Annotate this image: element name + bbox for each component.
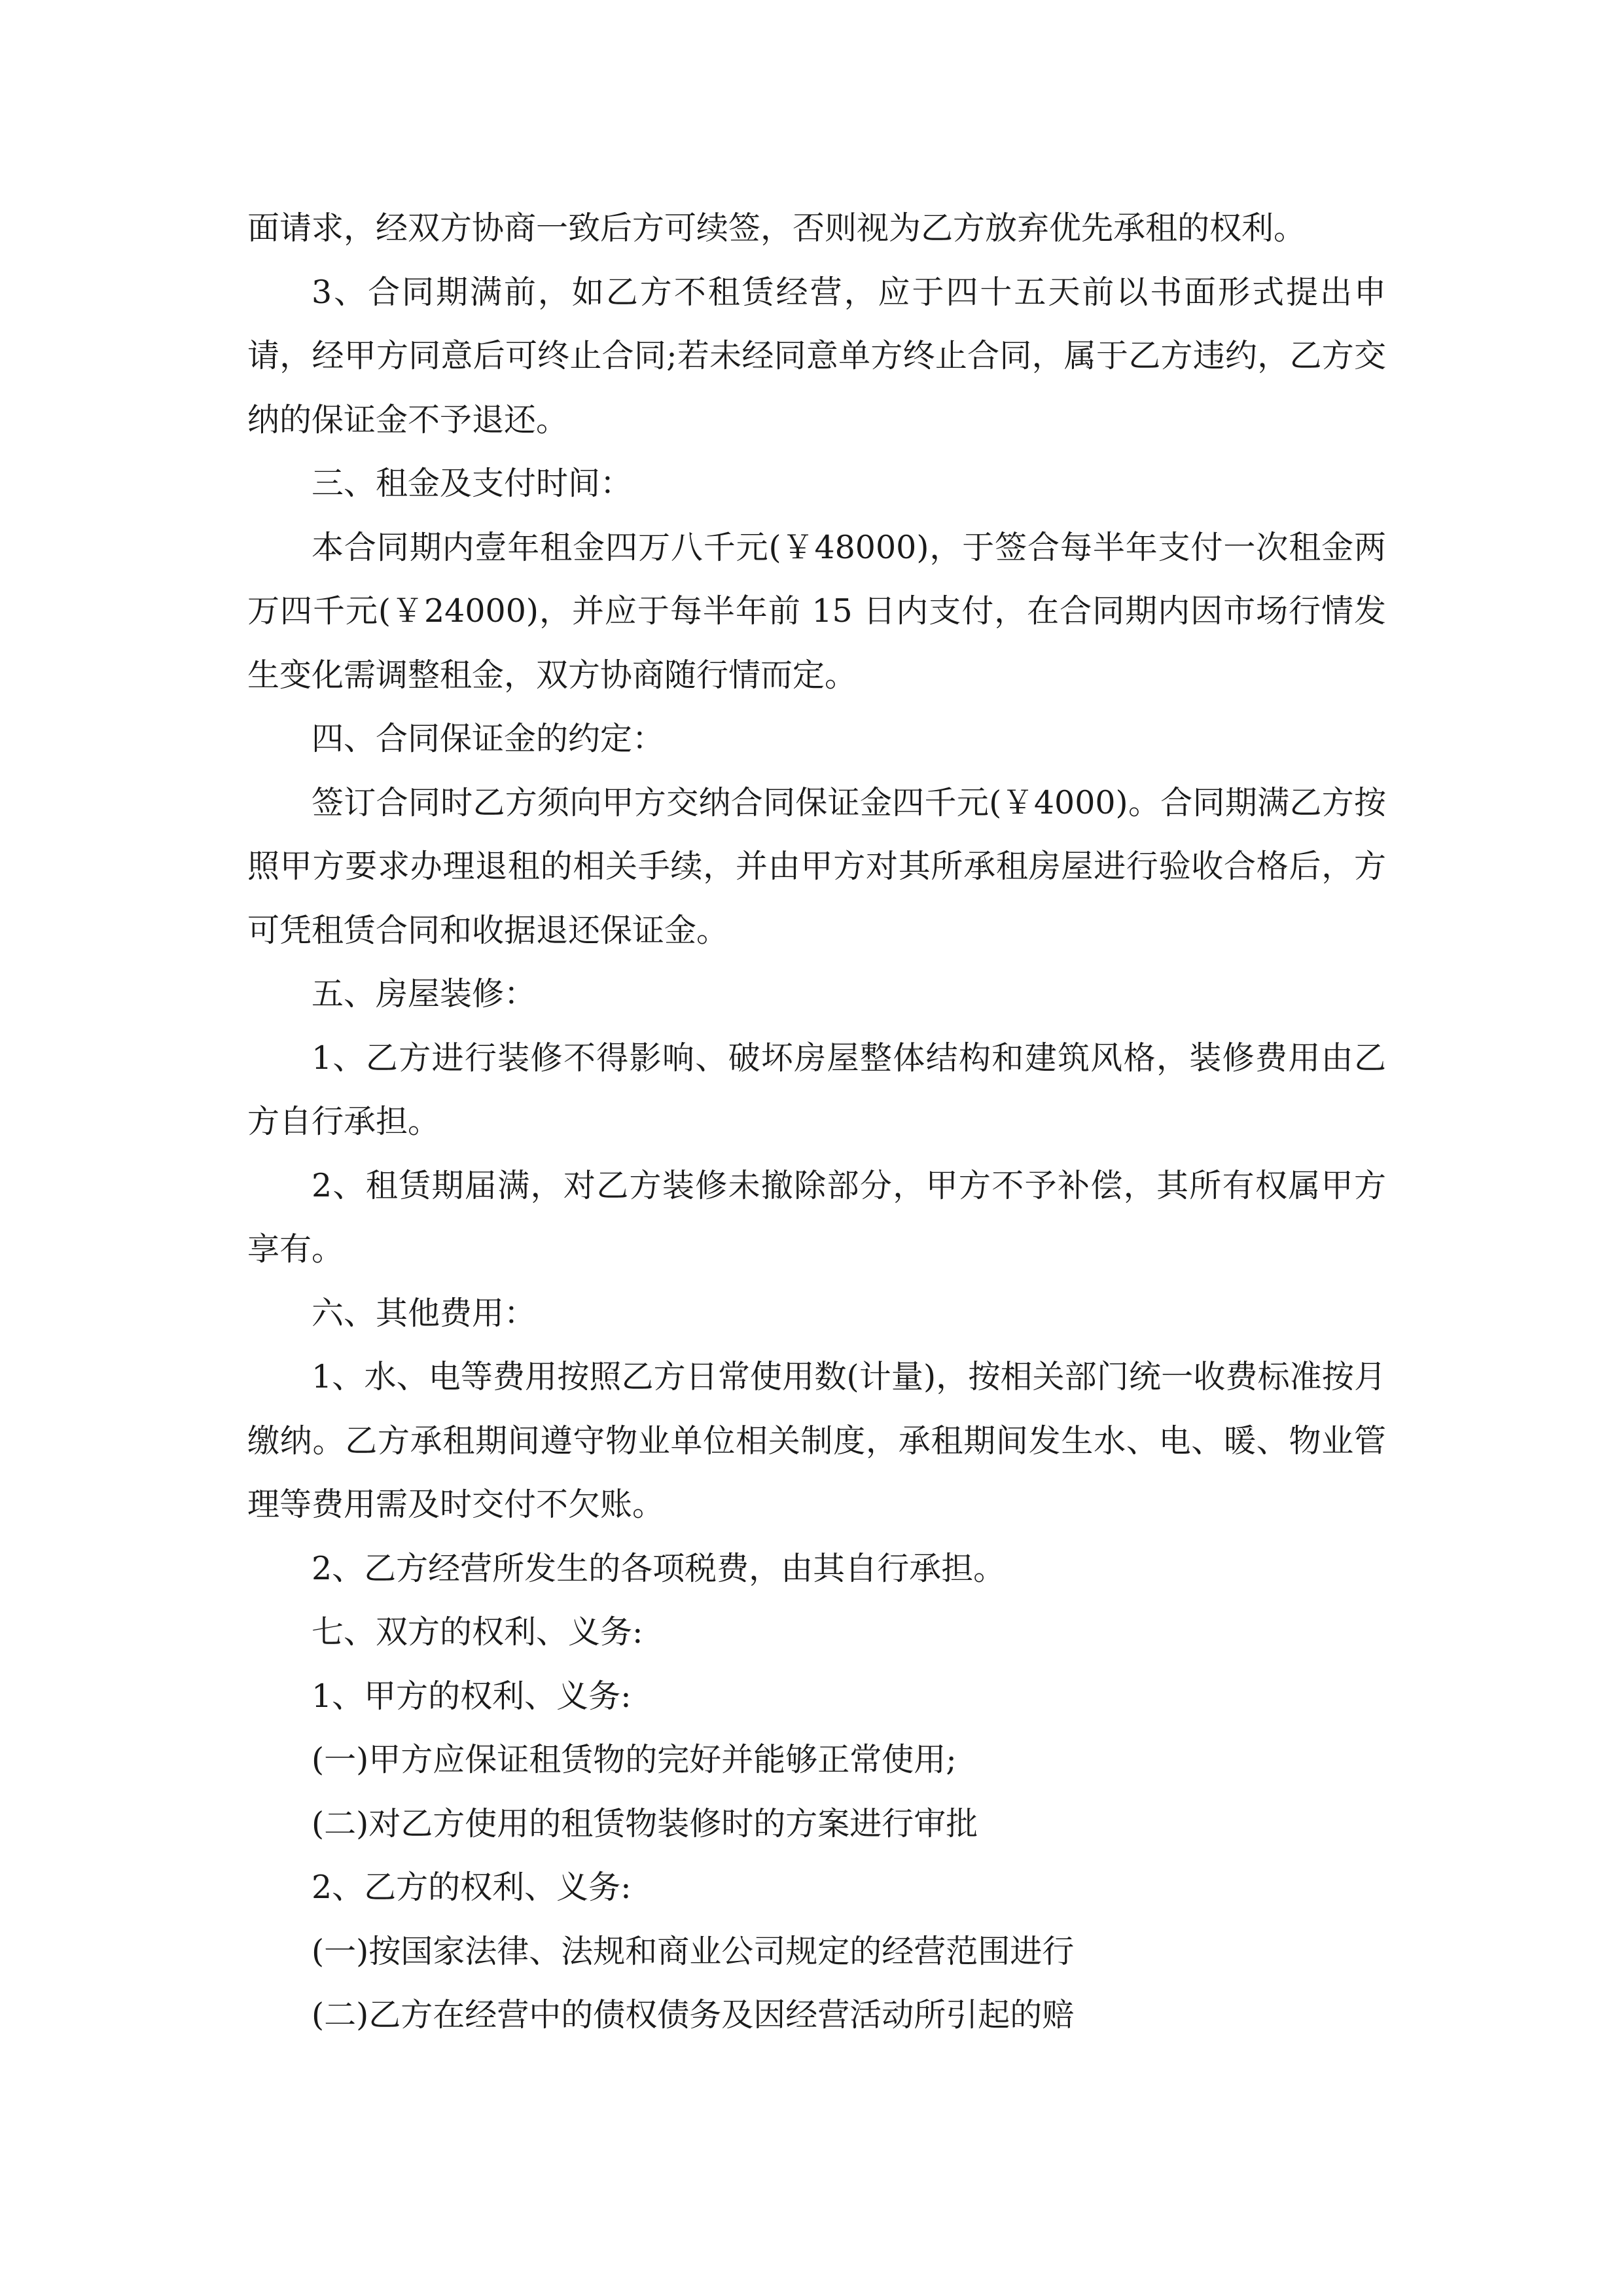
paragraph-continuation: 面请求，经双方协商一致后方可续签，否则视为乙方放弃优先承租的权利。 bbox=[247, 209, 1306, 247]
party-a-item-2: (二)对乙方使用的租赁物装修时的方案进行审批 bbox=[312, 1804, 978, 1842]
section-heading-other-fees: 六、其他费用： bbox=[312, 1294, 537, 1332]
deposit-paragraph: 签订合同时乙方须向甲方交纳合同保证金四千元(￥4000)。合同期满乙方按照甲方要求办理退租的相关手续，并由甲方对其所承租房屋进行验收合格后，方可凭租赁合同和收据退还保证金。 bbox=[247, 783, 1386, 949]
renovation-clause-1: 1、乙方进行装修不得影响、破坏房屋整体结构和建筑风格，装修费用由乙方自行承担。 bbox=[247, 1039, 1386, 1140]
party-a-item-1: (一)甲方应保证租赁物的完好并能够正常使用; bbox=[312, 1741, 957, 1778]
party-b-item-2: (二)乙方在经营中的债权债务及因经营活动所引起的赔 bbox=[312, 1996, 1075, 2034]
rent-payment-paragraph: 本合同期内壹年租金四万八千元(￥48000)，于签合每半年支付一次租金两万四千元(￥24000)，并应于每半年前 15 日内支付，在合同期内因市场行情发生变化需调整租金，双方协商随行情而定。 bbox=[247, 528, 1386, 694]
renovation-clause-2: 2、租赁期届满，对乙方装修未撤除部分，甲方不予补偿，其所有权属甲方享有。 bbox=[247, 1166, 1386, 1268]
contract-body bbox=[247, 196, 1386, 2047]
other-fees-clause-2: 2、乙方经营所发生的各项税费，由其自行承担。 bbox=[312, 1549, 1006, 1587]
party-a-rights-heading: 1、甲方的权利、义务: bbox=[312, 1677, 632, 1715]
clause-3-early-termination: 3、合同期满前，如乙方不租赁经营，应于四十五天前以书面形式提出申请，经甲方同意后可终止合同;若未经同意单方终止合同，属于乙方违约，乙方交纳的保证金不予退还。 bbox=[247, 273, 1386, 439]
section-heading-rent: 三、租金及支付时间： bbox=[312, 465, 633, 502]
section-heading-renovation: 五、房屋装修： bbox=[312, 975, 537, 1013]
section-heading-deposit: 四、合同保证金的约定： bbox=[312, 720, 665, 757]
party-b-item-1: (一)按国家法律、法规和商业公司规定的经营范围进行 bbox=[312, 1932, 1075, 1970]
other-fees-clause-1: 1、水、电等费用按照乙方日常使用数(计量)，按相关部门统一收费标准按月缴纳。乙方承租期间遵守物业单位相关制度，承租期间发生水、电、暖、物业管理等费用需及时交付不欠账。 bbox=[247, 1358, 1386, 1523]
section-heading-rights-obligations: 七、双方的权利、义务: bbox=[312, 1613, 643, 1651]
party-b-rights-heading: 2、乙方的权利、义务: bbox=[312, 1869, 632, 1906]
